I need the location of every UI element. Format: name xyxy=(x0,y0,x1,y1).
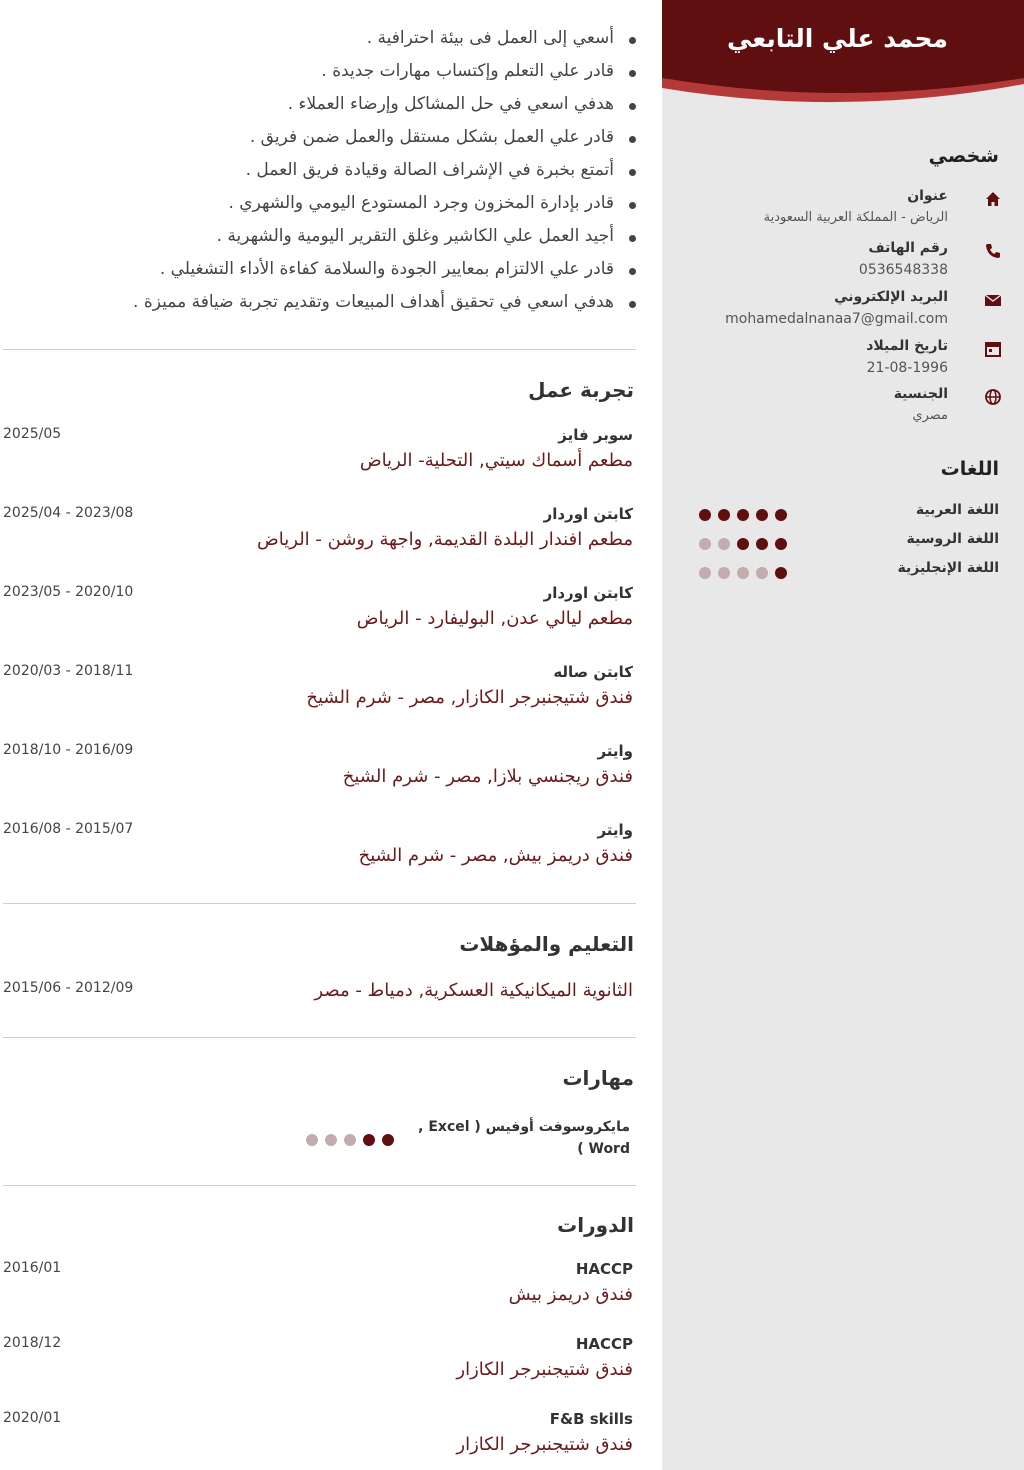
entry-role: HACCP xyxy=(575,1335,633,1353)
rating-dot-filled xyxy=(737,509,749,521)
birthdate-value: 21-08-1996 xyxy=(866,360,948,376)
course-entry xyxy=(3,1260,633,1320)
skill-name-line: مايكروسوفت أوفيس ( Excel , xyxy=(418,1119,630,1135)
experience-entry xyxy=(3,821,633,881)
entry-role: وايتر xyxy=(597,742,633,760)
rating-dot-empty xyxy=(344,1134,356,1146)
globe-icon xyxy=(982,386,1004,408)
summary-item: أسعي إلى العمل فى بيئة احترافية . xyxy=(38,28,638,61)
birthdate-label: تاريخ الميلاد xyxy=(866,338,948,354)
entry-place: فندق شتيجنبرجر الكازار, مصر - شرم الشيخ xyxy=(306,687,633,708)
skill-name-line: Word ) xyxy=(577,1141,630,1157)
language-level xyxy=(699,564,794,583)
email-label: البريد الإلكتروني xyxy=(834,289,948,305)
summary-item: قادر علي العمل بشكل مستقل والعمل ضمن فريق . xyxy=(38,127,638,160)
rating-dot-filled xyxy=(718,509,730,521)
entry-role: كابتن اوردار xyxy=(543,584,633,602)
entry-place: مطعم أسماك سيتي, التحلية- الرياض xyxy=(359,450,633,471)
entry-place: فندق دريمز بيش xyxy=(508,1284,633,1305)
entry-date: 2016/01 xyxy=(3,1260,62,1276)
rating-dot-empty xyxy=(737,567,749,579)
entry-role: وايتر xyxy=(597,821,633,839)
personal-title: شخصي xyxy=(928,145,999,167)
entry-role: كابتن صاله xyxy=(553,663,633,681)
divider xyxy=(3,1037,636,1038)
address-label: عنوان xyxy=(907,188,948,204)
mail-icon xyxy=(982,289,1004,311)
entry-place: الثانوية الميكانيكية العسكرية, دمياط - مصر xyxy=(314,980,633,1001)
experience-entry xyxy=(3,663,633,723)
home-icon xyxy=(982,188,1004,210)
summary-item: قادر علي التعلم وإكتساب مهارات جديدة . xyxy=(38,61,638,94)
language-level xyxy=(699,535,794,554)
nationality-label: الجنسية xyxy=(893,386,948,402)
summary-item: هدفي اسعي في تحقيق أهداف المبيعات وتقديم تجربة ضيافة مميزة . xyxy=(38,292,638,325)
courses-title: الدورات xyxy=(557,1213,634,1237)
divider xyxy=(3,903,636,904)
entry-place: فندق شتيجنبرجر الكازار xyxy=(456,1434,633,1455)
education-entry xyxy=(3,980,633,1040)
entry-role: كابتن اوردار xyxy=(543,505,633,523)
entry-date: 2025/04 - 2023/08 xyxy=(3,505,134,521)
phone-icon xyxy=(982,240,1004,262)
phone-label: رقم الهاتف xyxy=(868,240,948,256)
summary-item: هدفي اسعي في حل المشاكل وإرضاء العملاء . xyxy=(38,94,638,127)
entry-place: مطعم ليالي عدن, البوليفارد - الرياض xyxy=(356,608,633,629)
entry-date: 2018/12 xyxy=(3,1335,62,1351)
rating-dot-empty xyxy=(699,538,711,550)
summary-item: قادر علي الالتزام بمعايير الجودة والسلامة كفاءة الأداء التشغيلي . xyxy=(38,259,638,292)
experience-entry xyxy=(3,584,633,644)
language-name: اللغة الروسية xyxy=(906,531,999,547)
entry-place: فندق دريمز بيش, مصر - شرم الشيخ xyxy=(358,845,633,866)
rating-dot-empty xyxy=(325,1134,337,1146)
divider xyxy=(3,1185,636,1186)
sidebar xyxy=(662,0,1024,1470)
rating-dot-filled xyxy=(775,538,787,550)
rating-dot-empty xyxy=(756,567,768,579)
entry-place: فندق ريجنسي بلازا, مصر - شرم الشيخ xyxy=(342,766,633,787)
entry-role: HACCP xyxy=(575,1260,633,1278)
summary-item: أجيد العمل علي الكاشير وغلق التقرير اليومية والشهرية . xyxy=(38,226,638,259)
rating-dot-filled xyxy=(382,1134,394,1146)
entry-role: سوبر فايز xyxy=(558,426,633,444)
language-name: اللغة العربية xyxy=(915,502,999,518)
entry-place: مطعم افندار البلدة القديمة, واجهة روشن - الرياض xyxy=(257,529,633,550)
entry-date: 2015/06 - 2012/09 xyxy=(3,980,134,996)
entry-date: 2018/10 - 2016/09 xyxy=(3,742,134,758)
skill-name xyxy=(400,1116,630,1160)
entry-date: 2023/05 - 2020/10 xyxy=(3,584,134,600)
rating-dot-filled xyxy=(737,538,749,550)
summary-item: أتمتع بخبرة في الإشراف الصالة وقيادة فريق العمل . xyxy=(38,160,638,193)
person-name: محمد علي التابعي xyxy=(726,24,948,53)
rating-dot-filled xyxy=(756,509,768,521)
entry-date: 2016/08 - 2015/07 xyxy=(3,821,134,837)
calendar-icon xyxy=(982,338,1004,360)
languages-title: اللغات xyxy=(940,458,999,480)
email-value[interactable]: mohamedalnanaa7@gmail.com xyxy=(725,311,948,327)
divider xyxy=(3,349,636,350)
rating-dot-empty xyxy=(699,567,711,579)
entry-date: 2025/05 xyxy=(3,426,62,442)
entry-role: F&B skills xyxy=(549,1410,633,1428)
rating-dot-empty xyxy=(718,538,730,550)
rating-dot-filled xyxy=(775,509,787,521)
entry-date: 2020/01 xyxy=(3,1410,62,1426)
summary-item: قادر بإدارة المخزون وجرد المستودع اليومي والشهري . xyxy=(38,193,638,226)
rating-dot-filled xyxy=(756,538,768,550)
entry-date: 2020/03 - 2018/11 xyxy=(3,663,134,679)
education-title: التعليم والمؤهلات xyxy=(459,932,634,956)
language-level xyxy=(699,506,794,525)
experience-title: تجربة عمل xyxy=(528,378,634,402)
course-entry xyxy=(3,1335,633,1395)
rating-dot-empty xyxy=(306,1134,318,1146)
course-entry xyxy=(3,1410,633,1470)
experience-entry xyxy=(3,426,633,486)
language-row xyxy=(689,560,999,582)
phone-value: 0536548338 xyxy=(858,262,948,278)
experience-entry xyxy=(3,505,633,565)
address-value: الرياض - المملكة العربية السعودية xyxy=(763,210,948,225)
summary-list xyxy=(38,28,638,325)
language-row xyxy=(689,531,999,553)
skills-title: مهارات xyxy=(562,1066,634,1090)
header-banner xyxy=(662,0,1024,110)
rating-dot-filled xyxy=(699,509,711,521)
rating-dot-empty xyxy=(718,567,730,579)
experience-entry xyxy=(3,742,633,802)
rating-dot-filled xyxy=(363,1134,375,1146)
language-row xyxy=(689,502,999,524)
entry-place: فندق شتيجنبرجر الكازار xyxy=(456,1359,633,1380)
language-name: اللغة الإنجليزية xyxy=(897,560,999,576)
skill-level xyxy=(306,1131,401,1150)
rating-dot-filled xyxy=(775,567,787,579)
nationality-value: مصري xyxy=(912,408,948,423)
